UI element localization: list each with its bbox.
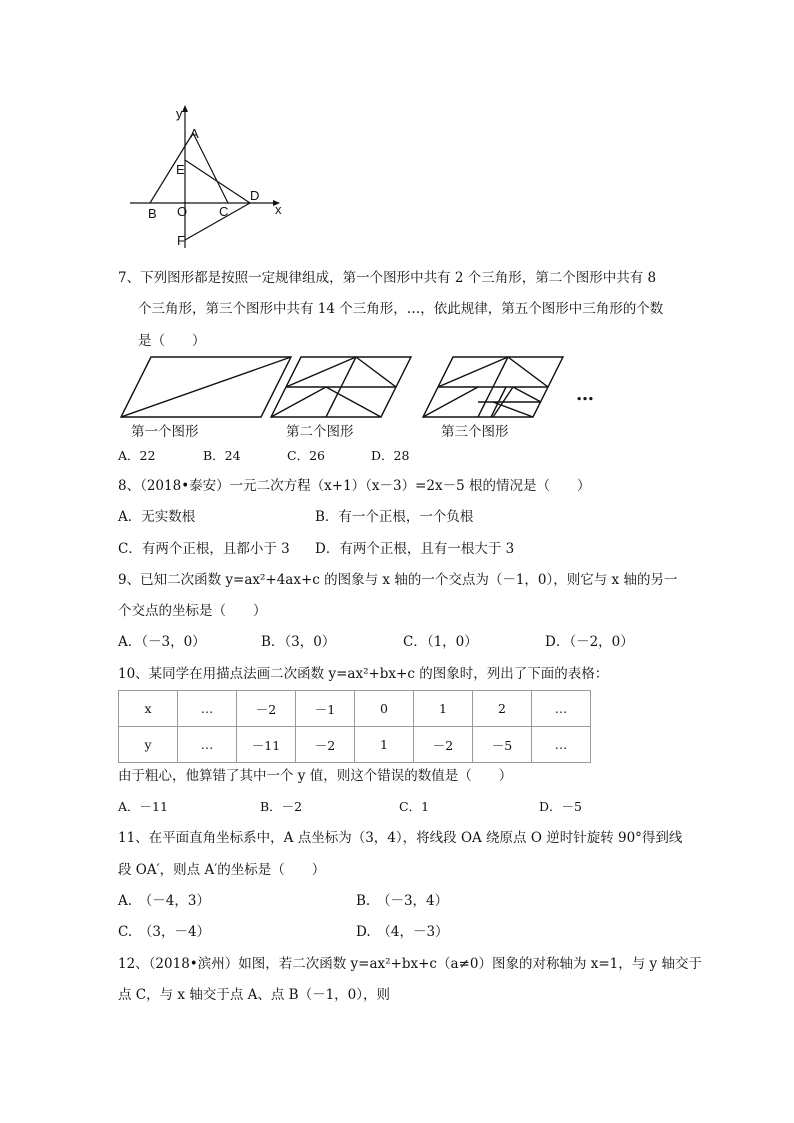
q7-option-a: A．22 [118, 448, 156, 463]
point-a-label: A [190, 126, 199, 141]
q7-option-d: D．28 [371, 448, 410, 463]
table-cell: x [119, 691, 178, 727]
q8-option-c: C．有两个正根，且都小于 3 [118, 541, 290, 557]
coordinate-figure [125, 100, 295, 250]
point-c-label: C [219, 204, 229, 219]
table-cell: 2 [473, 691, 532, 727]
table-cell: －1 [296, 691, 355, 727]
parallelogram-figures [115, 352, 575, 422]
q10-option-d: D．－5 [539, 799, 582, 814]
q11-line-2: 段 OA′，则点 A′的坐标是（ ） [118, 862, 326, 878]
q8-option-d: D．有两个正根，且有一根大于 3 [315, 541, 515, 557]
q11-line-1: 11、在平面直角坐标系中，A 点坐标为（3，4），将线段 OA 绕原点 O 逆时针旋转 90°得到线 [118, 830, 683, 846]
table-cell: 1 [355, 727, 414, 763]
q9-option-a: A．（－3，0） [118, 634, 206, 650]
table-cell: y [119, 727, 178, 763]
q9-option-b: B．（3，0） [261, 634, 336, 650]
table-cell: 0 [355, 691, 414, 727]
point-e-label: E [176, 162, 185, 177]
y-axis-label: y [176, 106, 183, 121]
table-row [119, 691, 591, 727]
table-cell: … [532, 727, 591, 763]
table-cell: －2 [237, 691, 296, 727]
q9-option-c: C．（1，0） [403, 634, 478, 650]
x-axis-label: x [275, 202, 282, 217]
q7-caption-3: 第三个图形 [441, 424, 509, 440]
q8-option-a: A．无实数根 [118, 509, 196, 525]
q11-option-d: D. （4，－3） [356, 924, 449, 940]
q7-line-1: 7、下列图形都是按照一定规律组成，第一个图形中共有 2 个三角形，第二个图形中共有 8 [118, 270, 657, 286]
table-row [119, 727, 591, 763]
point-b-label: B [148, 206, 157, 221]
q10-option-a: A．－11 [118, 799, 168, 814]
table-cell: －2 [414, 727, 473, 763]
point-f-label: F [177, 233, 185, 248]
table-cell: … [532, 691, 591, 727]
q10-option-c: C．1 [399, 799, 430, 814]
q7-caption-1: 第一个图形 [131, 424, 199, 440]
point-o-label: O [177, 204, 188, 219]
q9-line-2: 个交点的坐标是（ ） [118, 603, 267, 619]
table-cell: … [178, 691, 237, 727]
q11-option-c: C. （3，－4） [118, 924, 211, 940]
q7-caption-2: 第二个图形 [286, 424, 354, 440]
q7-line-2: 个三角形，第三个图形中共有 14 个三角形，…，依此规律，第五个图形中三角形的个数 [138, 301, 664, 317]
table-cell: －11 [237, 727, 296, 763]
table-cell: … [178, 727, 237, 763]
table-cell: 1 [414, 691, 473, 727]
table-cell: －2 [296, 727, 355, 763]
q10-stem: 10、某同学在用描点法画二次函数 y=ax²+bx+c 的图象时，列出了下面的表格： [118, 666, 609, 682]
q8-option-b: B．有一个正根，一个负根 [315, 509, 474, 525]
q9-option-d: D．（－2，0） [545, 634, 634, 650]
q10-option-b: B．－2 [260, 799, 303, 814]
q12-line-1: 12、（2018•滨州）如图，若二次函数 y=ax²+bx+c（a≠0）图象的对称轴为 x=1，与 y 轴交于 [118, 956, 702, 972]
q11-option-a: A. （－4，3） [118, 893, 210, 909]
q11-option-b: B. （－3，4） [356, 893, 449, 909]
figure-ellipsis: … [576, 384, 595, 405]
q7-option-b: B．24 [203, 448, 241, 463]
q9-line-1: 9、已知二次函数 y=ax²+4ax+c 的图象与 x 轴的一个交点为（－1，0），则它与 x 轴的另一 [118, 572, 678, 588]
q7-option-c: C．26 [287, 448, 325, 463]
q7-line-3: 是（ ） [138, 333, 206, 349]
table-cell: －5 [473, 727, 532, 763]
values-table [118, 690, 591, 763]
q8-stem: 8、（2018•泰安）一元二次方程（x+1）（x－3）=2x－5 根的情况是（ ） [118, 478, 591, 494]
q12-line-2: 点 C，与 x 轴交于点 A、点 B（－1，0），则 [118, 987, 390, 1003]
q10-after-text: 由于粗心，他算错了其中一个 y 值，则这个错误的数值是（ ） [118, 768, 513, 784]
point-d-label: D [250, 188, 260, 203]
